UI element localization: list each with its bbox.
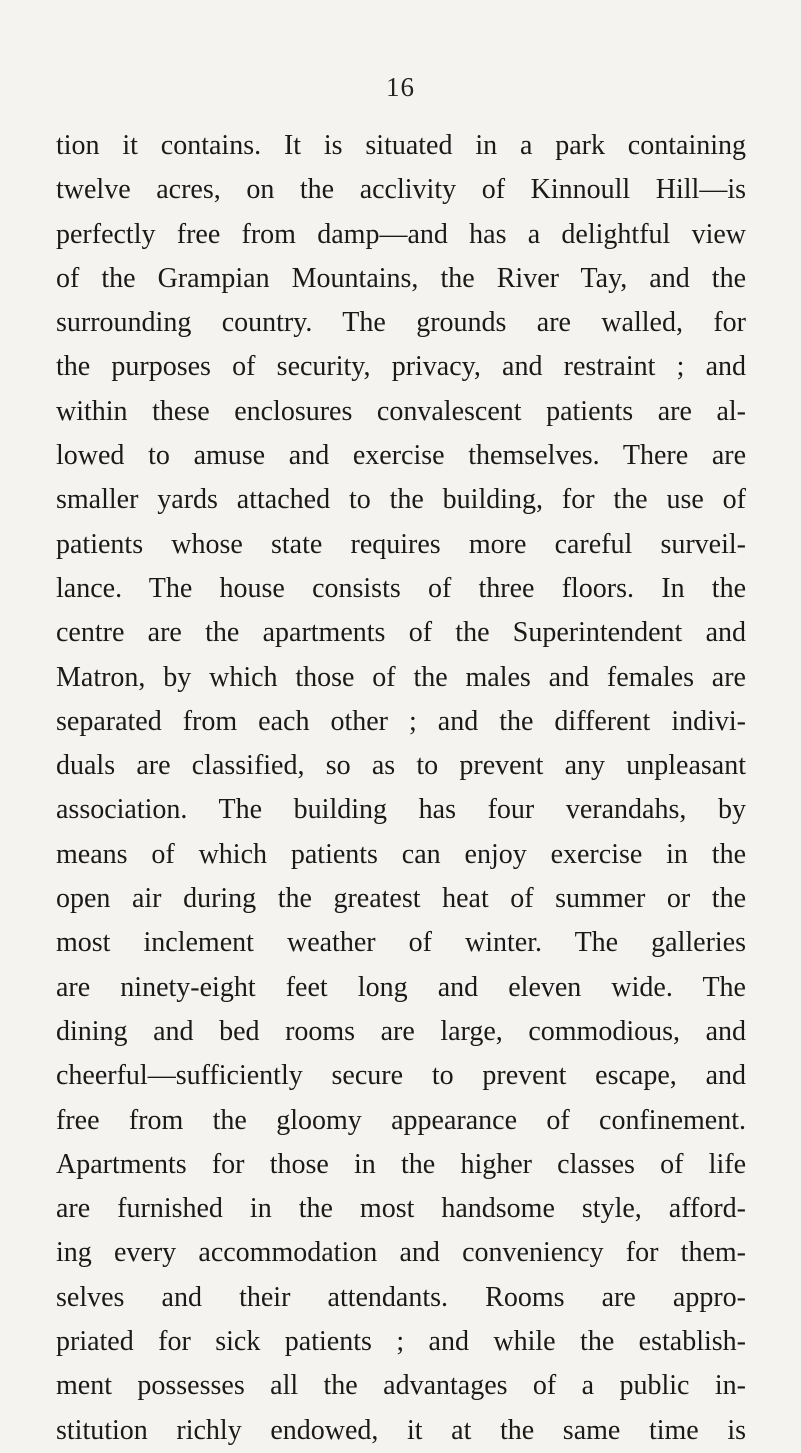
text-line: lowed to amuse and exercise themselves. There are <box>56 440 746 472</box>
text-line: means of which patients can enjoy exercise in the <box>56 838 746 870</box>
text-line: priated for sick patients ; and while the establish- <box>56 1326 746 1358</box>
text-line: free from the gloomy appearance of confinement. <box>56 1104 746 1136</box>
text-line: ment possesses all the advantages of a public in- <box>56 1370 746 1402</box>
text-line: within these enclosures convalescent patients are al- <box>56 395 746 427</box>
text-line: stitution richly endowed, it at the same time is <box>56 1414 746 1446</box>
text-line: Apartments for those in the higher classes of life <box>56 1148 746 1180</box>
text-line: duals are classified, so as to prevent any unpleasant <box>56 750 746 782</box>
text-line: tion it contains. It is situated in a park containing <box>56 130 746 161</box>
text-line: ing every accommodation and conveniency for them- <box>56 1237 746 1269</box>
page-number: 16 <box>386 72 415 102</box>
text-line: lance. The house consists of three floors. In the <box>56 572 746 604</box>
text-line: most inclement weather of winter. The galleries <box>56 927 746 959</box>
text-line: open air during the greatest heat of summer or the <box>56 883 746 915</box>
text-line: selves and their attendants. Rooms are appro- <box>56 1281 746 1313</box>
text-line: twelve acres, on the acclivity of Kinnoull Hill—is <box>56 174 746 206</box>
body-paragraph <box>56 124 746 1453</box>
text-line: dining and bed rooms are large, commodious, and <box>56 1015 746 1047</box>
text-line: perfectly free from damp—and has a delightful view <box>56 218 746 250</box>
text-line: centre are the apartments of the Superintendent and <box>56 617 746 649</box>
text-line: Matron, by which those of the males and females are <box>56 661 746 693</box>
text-line: separated from each other ; and the different indivi- <box>56 705 746 737</box>
text-line: cheerful—sufficiently secure to prevent escape, and <box>56 1060 746 1092</box>
text-line: are furnished in the most handsome style, afford- <box>56 1193 746 1225</box>
text-line: surrounding country. The grounds are walled, for <box>56 307 746 339</box>
text-line: association. The building has four verandahs, by <box>56 794 746 826</box>
text-line: of the Grampian Mountains, the River Tay, and the <box>56 262 746 294</box>
text-line: are ninety-eight feet long and eleven wide. The <box>56 971 746 1003</box>
text-line: smaller yards attached to the building, for the use of <box>56 484 746 516</box>
text-line: the purposes of security, privacy, and restraint ; and <box>56 351 746 383</box>
text-line: patients whose state requires more careful surveil- <box>56 528 746 560</box>
